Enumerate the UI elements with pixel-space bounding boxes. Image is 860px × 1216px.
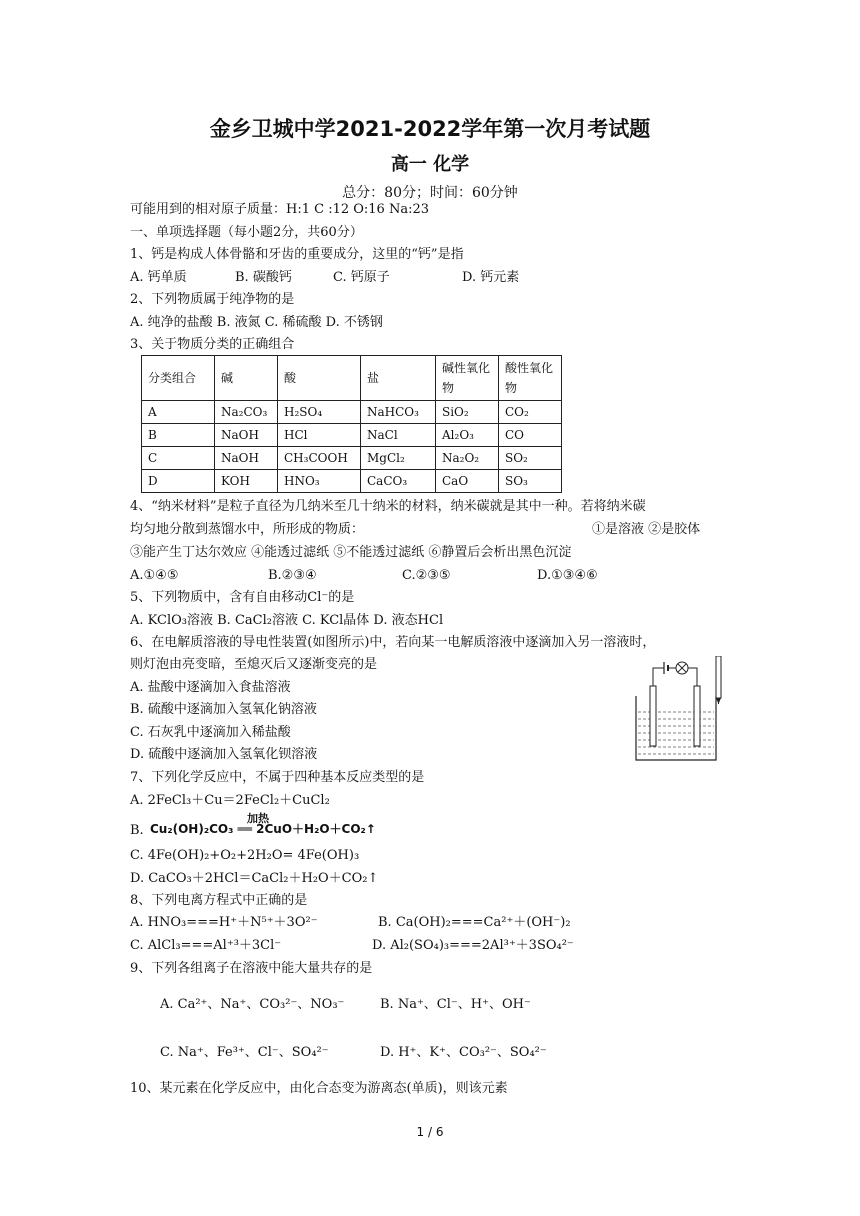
table-header-cell: 酸性氧化物 <box>499 356 562 401</box>
q4-line2: 均匀地分散到蒸馏水中，所形成的物质： <box>130 522 365 537</box>
table-cell: NaCl <box>361 424 436 447</box>
q7-option-a: A. 2FeCl₃＋Cu＝2FeCl₂＋CuCl₂ <box>130 793 330 808</box>
table-cell: HCl <box>278 424 361 447</box>
q1-option-a: A. 钙单质 <box>130 270 187 285</box>
table-row <box>142 401 562 424</box>
q6-option-b: B. 硫酸中逐滴加入氢氧化钠溶液 <box>130 702 317 717</box>
q8-stem: 8、下列电离方程式中正确的是 <box>130 893 308 908</box>
q7-option-c: C. 4Fe(OH)₂+O₂+2H₂O= 4Fe(OH)₃ <box>130 848 360 863</box>
table-header-cell: 分类组合 <box>142 356 215 401</box>
q7-reaction-condition: 加热 <box>247 812 269 825</box>
q7-option-b-equation: Cu₂(OH)₂CO₃ ══ 2CuO＋H₂O＋CO₂↑ <box>150 822 376 836</box>
score-time: 总分：80分；时间：60分钟 <box>342 185 518 201</box>
q1-option-b: B. 碳酸钙 <box>235 270 292 285</box>
exam-title: 金乡卫城中学2021-2022学年第一次月考试题 <box>209 117 651 141</box>
table-cell: CaCO₃ <box>361 470 436 493</box>
table-cell: CH₃COOH <box>278 447 361 470</box>
q4-option-c: C.②③⑤ <box>402 568 451 583</box>
q8-option-a: A. HNO₃===H⁺＋N⁵⁺＋3O²⁻ <box>130 915 318 930</box>
q10-stem: 10、某元素在化学反应中，由化合态变为游离态(单质)，则该元素 <box>130 1081 508 1096</box>
q4-line1: 4、“纳米材料”是粒子直径为几纳米至几十纳米的材料，纳米碳就是其中一种。若将纳米碳 <box>130 499 646 514</box>
table-cell: NaHCO₃ <box>361 401 436 424</box>
q9-option-b: B. Na⁺、Cl⁻、H⁺、OH⁻ <box>380 997 531 1012</box>
exam-subject: 高一 化学 <box>390 154 470 175</box>
q7-option-d: D. CaCO₃＋2HCl＝CaCl₂＋H₂O＋CO₂↑ <box>130 871 379 886</box>
table-cell: MgCl₂ <box>361 447 436 470</box>
table-cell: CO₂ <box>499 401 562 424</box>
table-cell: Na₂CO₃ <box>215 401 278 424</box>
q2-options: A. 纯净的盐酸 B. 液氮 C. 稀硫酸 D. 不锈钢 <box>130 315 383 330</box>
table-cell: HNO₃ <box>278 470 361 493</box>
table-cell: A <box>142 401 215 424</box>
table-cell: Na₂O₂ <box>436 447 499 470</box>
table-cell: D <box>142 470 215 493</box>
q7-stem: 7、下列化学反应中，不属于四种基本反应类型的是 <box>130 770 425 785</box>
section-heading: 一、单项选择题（每小题2分，共60分） <box>130 225 363 240</box>
table-header-cell: 酸 <box>278 356 361 401</box>
q6-line1: 6、在电解质溶液的导电性装置(如图所示)中，若向某一电解质溶液中逐滴加入另一溶液时， <box>130 635 656 650</box>
q5-options: A. KClO₃溶液 B. CaCl₂溶液 C. KCl晶体 D. 液态HCl <box>130 613 444 628</box>
atomic-mass-note: 可能用到的相对原子质量：H:1 C :12 O:16 Na:23 <box>130 202 430 217</box>
page-number: 1 / 6 <box>416 1125 444 1139</box>
table-cell: B <box>142 424 215 447</box>
q2-stem: 2、下列物质属于纯净物的是 <box>130 292 295 307</box>
q9-option-d: D. H⁺、K⁺、CO₃²⁻、SO₄²⁻ <box>380 1045 547 1060</box>
q1-option-d: D. 钙元素 <box>462 270 520 285</box>
table-row <box>142 470 562 493</box>
table-cell: Al₂O₃ <box>436 424 499 447</box>
q6-option-a: A. 盐酸中逐滴加入食盐溶液 <box>130 680 291 695</box>
table-cell: SO₂ <box>499 447 562 470</box>
table-cell: KOH <box>215 470 278 493</box>
table-cell: NaOH <box>215 424 278 447</box>
table-cell: NaOH <box>215 447 278 470</box>
table-header-cell: 盐 <box>361 356 436 401</box>
q6-option-c: C. 石灰乳中逐滴加入稀盐酸 <box>130 725 291 740</box>
q8-option-b: B. Ca(OH)₂===Ca²⁺＋(OH⁻)₂ <box>378 915 571 930</box>
conductivity-apparatus-figure <box>630 656 730 764</box>
q6-line2: 则灯泡由亮变暗，至熄灭后又逐渐变亮的是 <box>130 657 378 672</box>
table-cell: SO₃ <box>499 470 562 493</box>
table-row <box>142 447 562 470</box>
q7-option-b-label: B. <box>130 823 144 838</box>
q4-option-a: A.①④⑤ <box>130 568 179 583</box>
classification-table <box>141 355 562 493</box>
table-row <box>142 424 562 447</box>
q8-option-c: C. AlCl₃===Al⁺³＋3Cl⁻ <box>130 938 282 953</box>
q9-stem: 9、下列各组离子在溶液中能大量共存的是 <box>130 961 373 976</box>
q1-stem: 1、钙是构成人体骨骼和牙齿的重要成分，这里的“钙”是指 <box>130 247 464 262</box>
q4-line2-options: ①是溶液 ②是胶体 <box>592 522 701 537</box>
q4-line3: ③能产生丁达尔效应 ④能透过滤纸 ⑤不能透过滤纸 ⑥静置后会析出黑色沉淀 <box>130 545 572 560</box>
table-header-row <box>142 356 562 401</box>
table-cell: C <box>142 447 215 470</box>
table-header-cell: 碱性氧化物 <box>436 356 499 401</box>
table-header-cell: 碱 <box>215 356 278 401</box>
table-cell: H₂SO₄ <box>278 401 361 424</box>
table-cell: CaO <box>436 470 499 493</box>
q9-option-c: C. Na⁺、Fe³⁺、Cl⁻、SO₄²⁻ <box>160 1045 329 1060</box>
q8-option-d: D. Al₂(SO₄)₃===2Al³⁺＋3SO₄²⁻ <box>372 938 574 953</box>
table-cell: CO <box>499 424 562 447</box>
q4-option-b: B.②③④ <box>268 568 317 583</box>
q6-option-d: D. 硫酸中逐滴加入氢氧化钡溶液 <box>130 747 318 762</box>
q1-option-c: C. 钙原子 <box>333 270 390 285</box>
q5-stem: 5、下列物质中，含有自由移动Cl⁻的是 <box>130 590 355 605</box>
q4-option-d: D.①③④⑥ <box>537 568 598 583</box>
q3-stem: 3、关于物质分类的正确组合 <box>130 337 295 352</box>
q9-option-a: A. Ca²⁺、Na⁺、CO₃²⁻、NO₃⁻ <box>160 997 345 1012</box>
table-cell: SiO₂ <box>436 401 499 424</box>
